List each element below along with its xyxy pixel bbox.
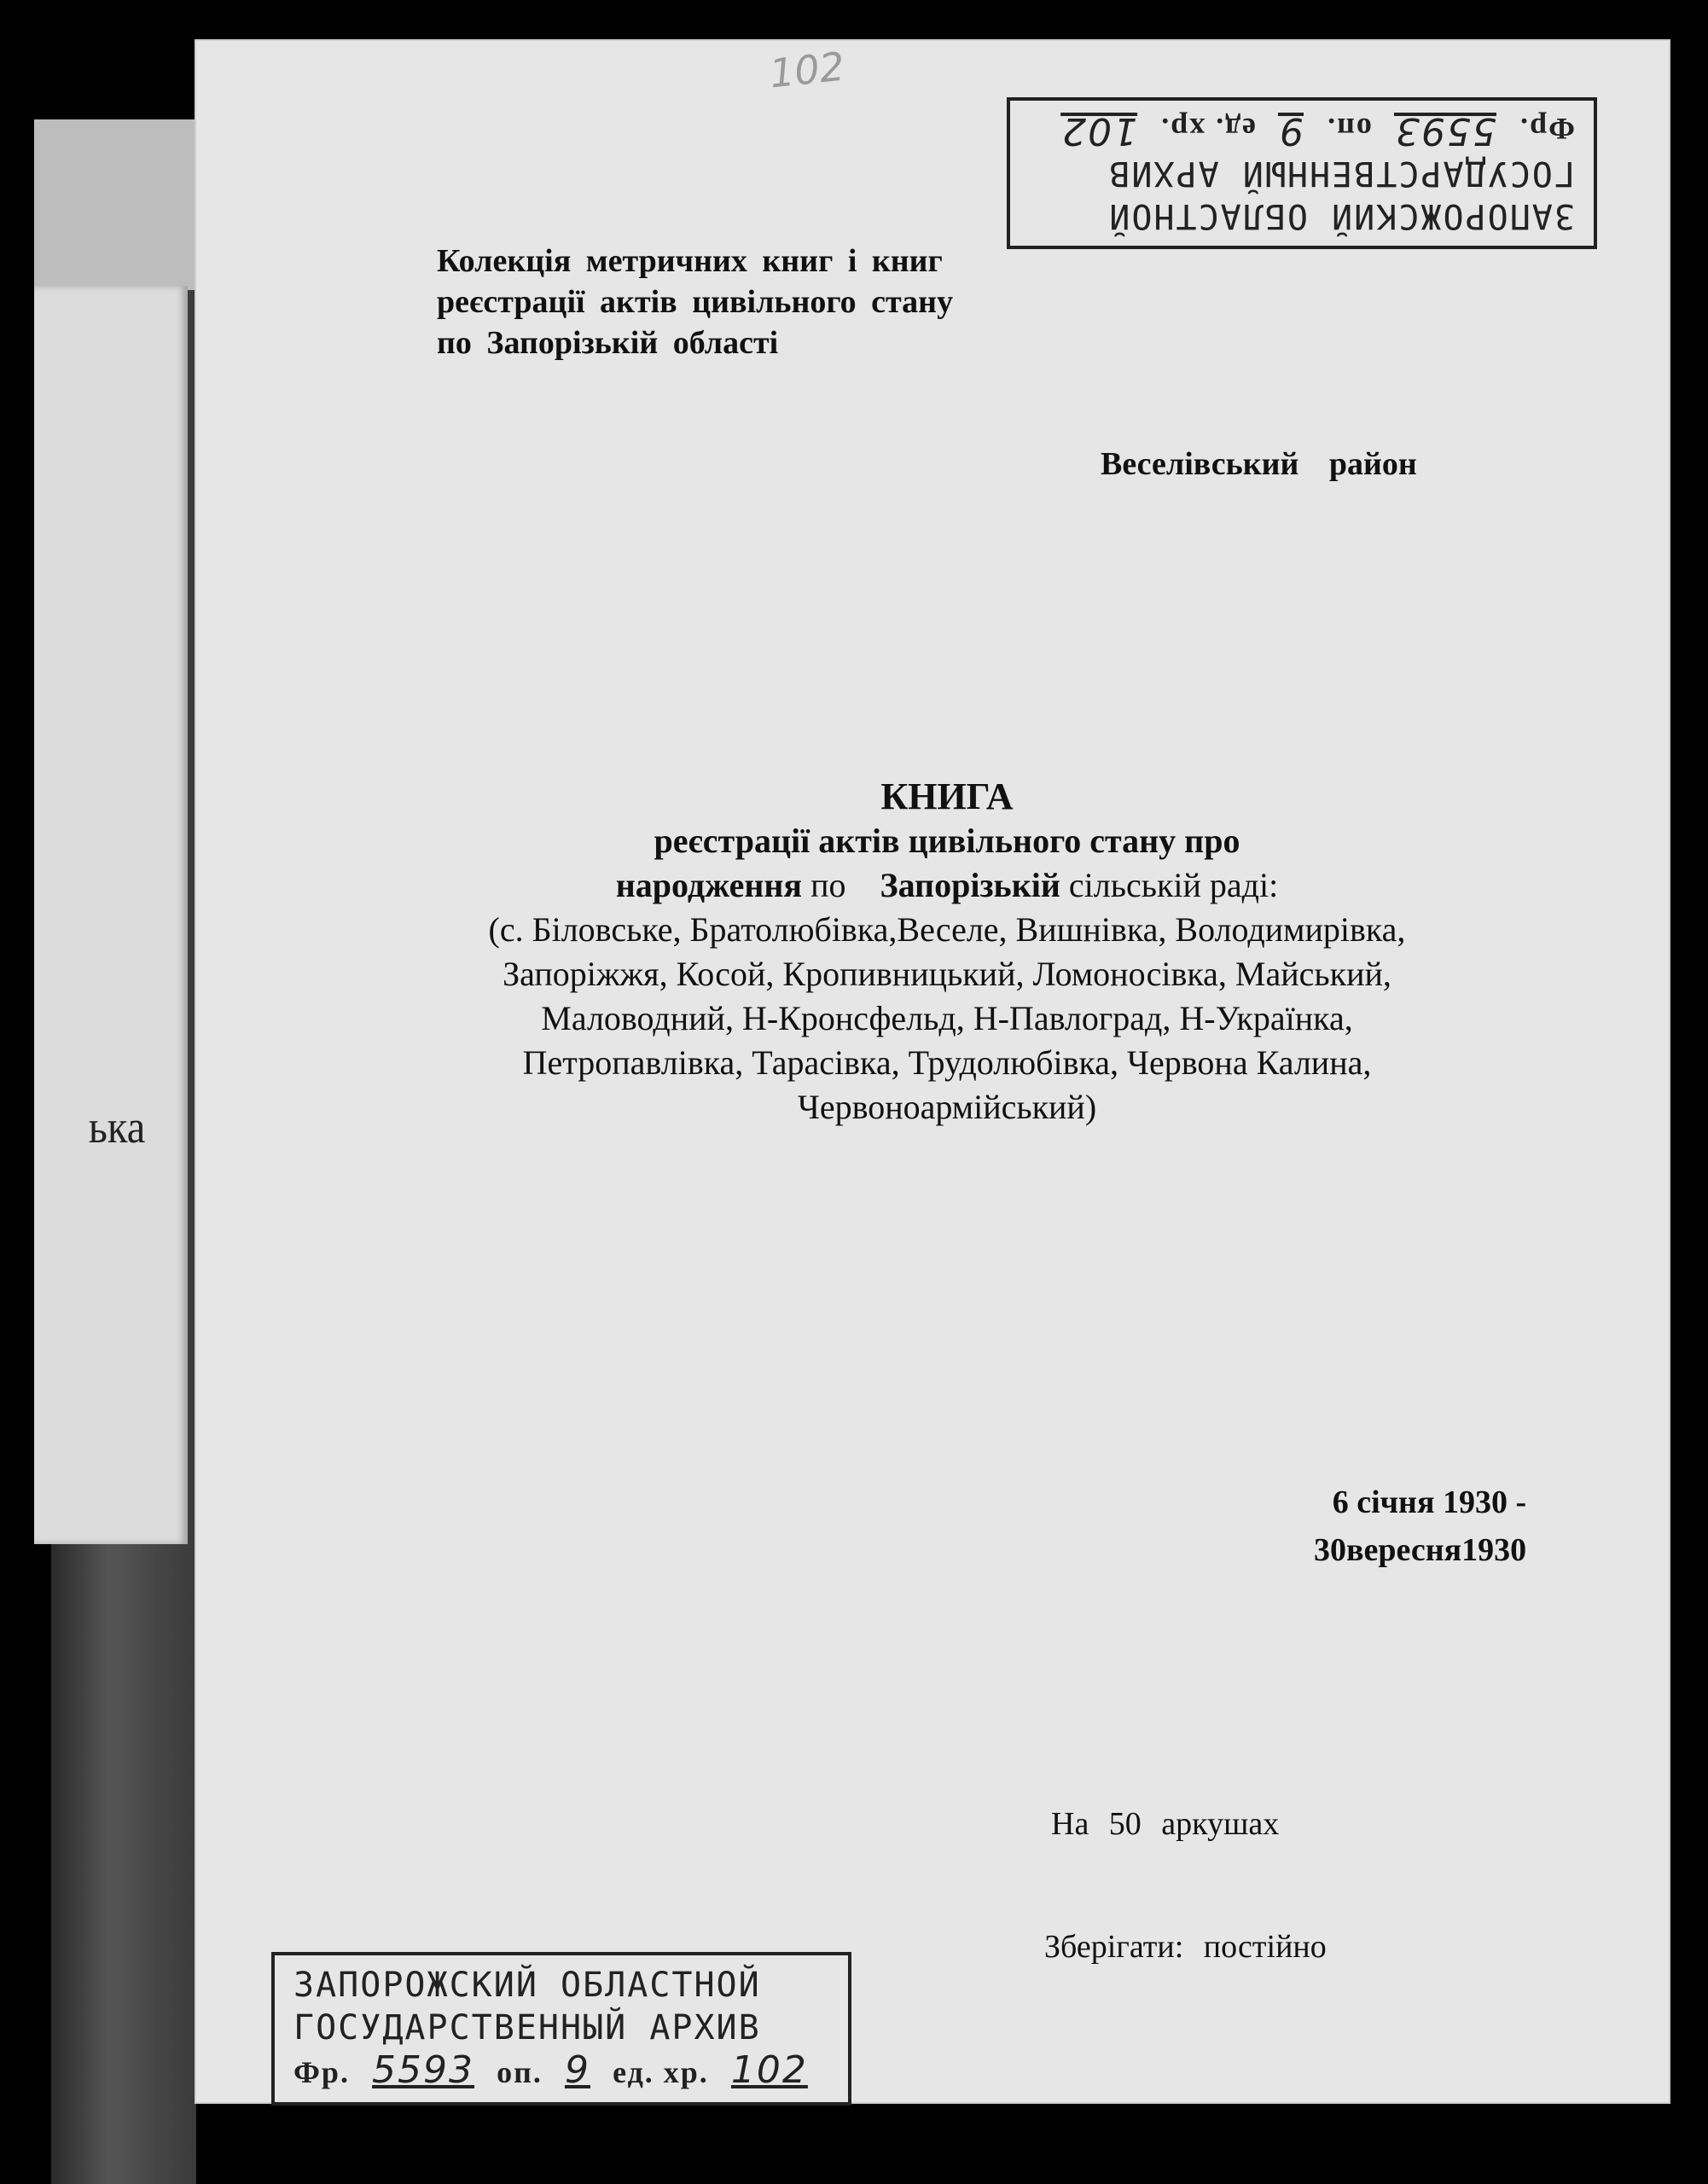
- spine-label-text: ька: [88, 1101, 146, 1153]
- stamp-fond-value: 5593: [1393, 109, 1496, 153]
- date-start: 6 січня 1930 -: [1332, 1484, 1527, 1520]
- book-council-word: сільській раді:: [1060, 866, 1279, 904]
- stamp-opis-label: оп.: [1326, 112, 1372, 146]
- village-list-line: (с. Біловське, Братолюбівка,Веселе, Вишнівка, Володимирівка,: [488, 910, 1406, 949]
- stamp-item-value: 102: [1060, 109, 1138, 153]
- stamp-line-1: ЗАПОРОЖСКИЙ ОБЛАСТНОЙ: [293, 1966, 761, 2005]
- spine-label: [34, 286, 188, 1544]
- district-label: Веселівський район: [1101, 446, 1417, 482]
- date-end: 30вересня1930: [1314, 1532, 1527, 1568]
- collection-line: Колекція метричних книг і книг: [437, 243, 943, 279]
- book-title: КНИГА: [880, 775, 1014, 817]
- stamp-line-2: ГОСУДАРСТВЕННЫЙ АРХИВ: [1107, 154, 1575, 193]
- stamp-item-label: ед. хр.: [1159, 112, 1256, 146]
- archive-stamp-bottom: [271, 1952, 851, 2106]
- book-council-name: Запорізькій: [880, 866, 1060, 904]
- book-subtitle: реєстрації актів цивільного стану про: [654, 822, 1240, 860]
- stamp-item-label: ед. хр.: [613, 2055, 709, 2089]
- retention-note: Зберігати: постійно: [1044, 1929, 1327, 1965]
- village-list-line: Маловодний, Н-Кронсфельд, Н-Павлоград, Н-Українка,: [541, 999, 1353, 1037]
- stamp-fond-label: Фр.: [1519, 112, 1575, 146]
- collection-heading: [437, 241, 953, 363]
- stamp-opis-value: 9: [564, 2048, 590, 2092]
- sheet-count: На 50 аркушах: [1051, 1806, 1280, 1842]
- collection-line: реєстрації актів цивільного стану: [437, 284, 954, 320]
- stamp-line-2: ГОСУДАРСТВЕННЫЙ АРХИВ: [293, 2008, 761, 2048]
- book-birth-word: народження: [615, 866, 803, 904]
- book-title-block: [324, 775, 1570, 1130]
- stamp-fond-label: Фр.: [293, 2055, 350, 2089]
- book-po-word: по: [802, 866, 855, 904]
- stamp-item-value: 102: [730, 2048, 808, 2092]
- stamp-fond-value: 5593: [372, 2048, 475, 2092]
- village-list-line: Червоноармійський): [797, 1088, 1097, 1126]
- pencil-page-number: 102: [767, 43, 847, 97]
- stamp-opis-value: 9: [1278, 109, 1304, 153]
- collection-line: по Запорізькій області: [437, 325, 779, 361]
- stamp-opis-label: оп.: [497, 2055, 543, 2089]
- date-range: [1314, 1478, 1526, 1574]
- village-list-line: Запоріжжя, Косой, Кропивницький, Ломоносівка, Майський,: [503, 955, 1391, 993]
- binding-strip-top: [34, 119, 196, 290]
- book-registry-line: [324, 863, 1570, 908]
- stamp-line-1: ЗАПОРОЖСКИЙ ОБЛАСТНОЙ: [1107, 196, 1575, 235]
- archive-stamp-top: [1007, 97, 1597, 249]
- village-list-line: Петропавлівка, Тарасівка, Трудолюбівка, Червона Калина,: [522, 1043, 1372, 1082]
